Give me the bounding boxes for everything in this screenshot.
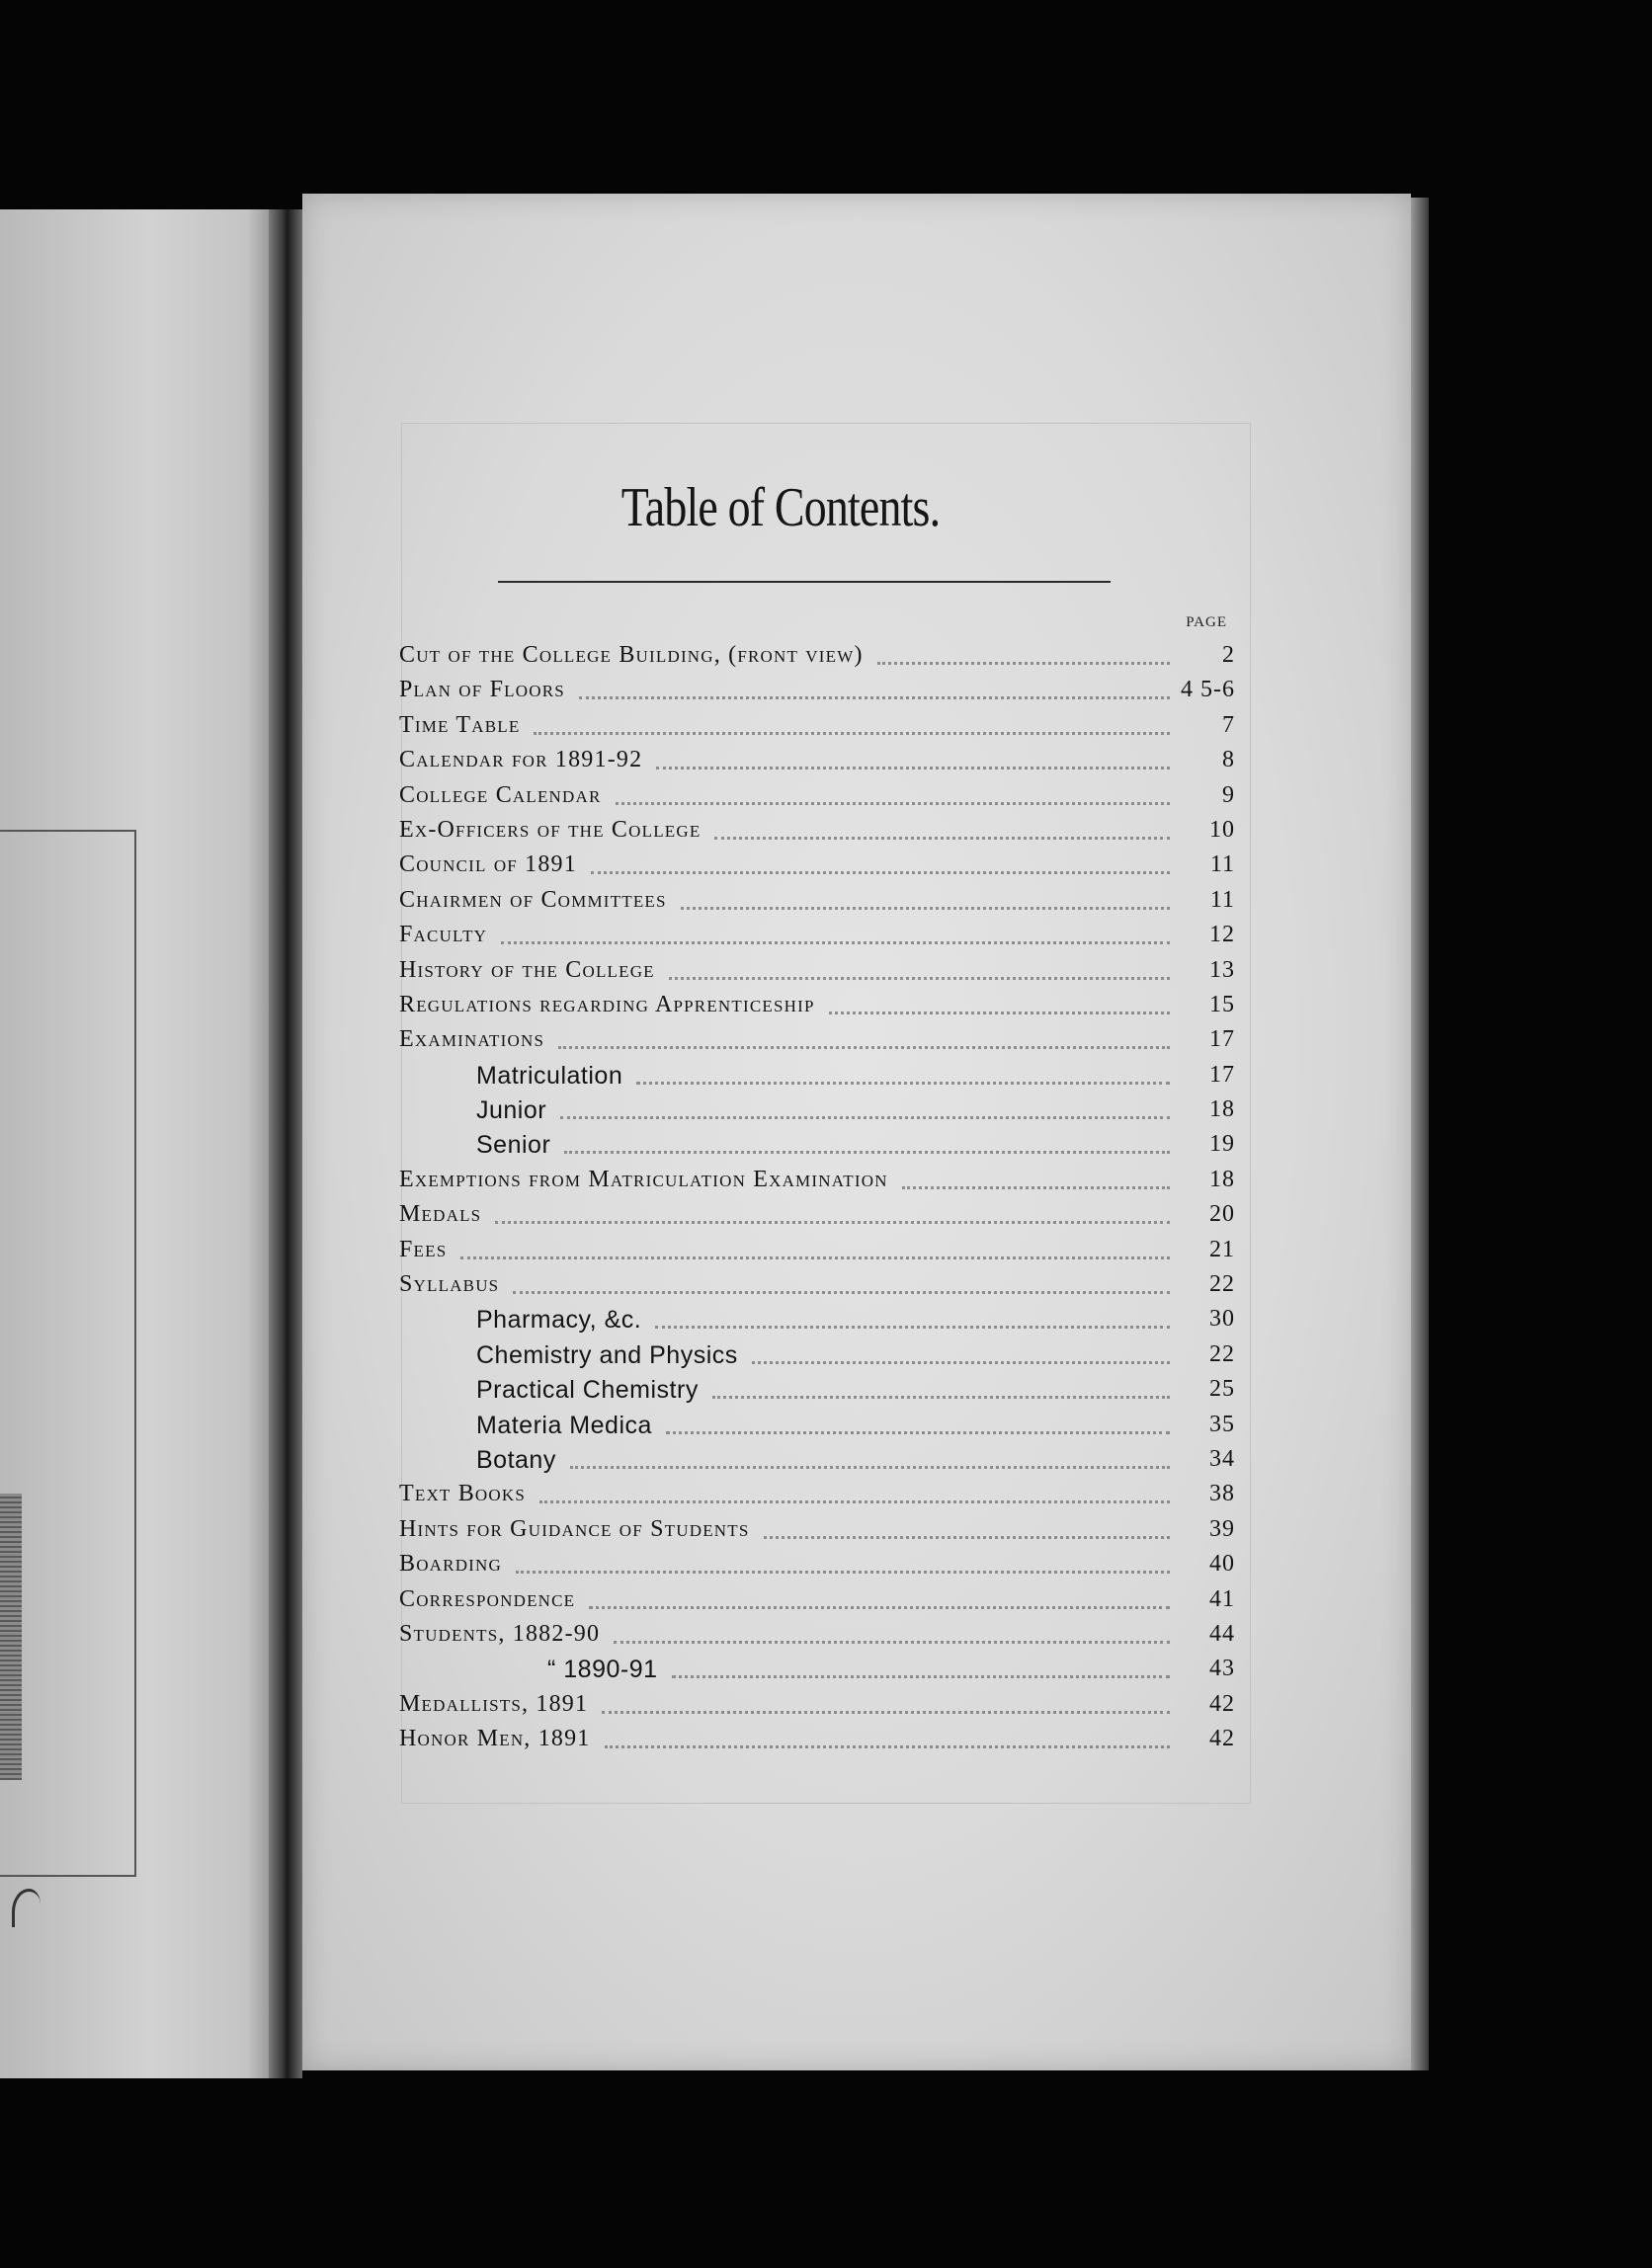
toc-dot-leader: [495, 1221, 1170, 1224]
toc-dot-leader: [602, 1711, 1170, 1714]
toc-entry-label: Examinations: [399, 1026, 545, 1053]
toc-entry-label: Hints for Guidance of Students: [399, 1515, 750, 1542]
toc-entry-label: Calendar for 1891-92: [399, 747, 643, 773]
toc-dot-leader: [460, 1256, 1170, 1259]
toc-entry-page-number: 15: [1209, 991, 1235, 1017]
toc-entry: [399, 1410, 1235, 1444]
title-rule: [498, 581, 1111, 583]
toc-entry: [399, 1584, 1235, 1619]
toc-entry-page-number: 43: [1209, 1656, 1235, 1682]
toc-dot-leader: [829, 1012, 1170, 1014]
toc-entry: [399, 955, 1235, 990]
toc-entry-page-number: 18: [1209, 1166, 1235, 1192]
toc-entry-label: Plan of Floors: [399, 677, 565, 703]
toc-entry: [399, 1024, 1235, 1059]
toc-dot-leader: [516, 1571, 1170, 1574]
toc-dot-leader: [513, 1291, 1170, 1294]
toc-dot-leader: [877, 662, 1170, 665]
toc-entry-label: Text Books: [399, 1481, 526, 1507]
toc-entry-label: Honor Men, 1891: [399, 1726, 591, 1752]
toc-entry-page-number: 22: [1209, 1271, 1235, 1298]
toc-entry-page-number: 39: [1209, 1515, 1235, 1542]
table-of-contents: [399, 640, 1235, 1759]
toc-entry: [399, 745, 1235, 779]
toc-entry-page-number: 10: [1209, 816, 1235, 843]
left-page-ink-mark: [12, 1889, 41, 1927]
toc-entry-page-number: 40: [1209, 1551, 1235, 1578]
toc-entry-page-number: 41: [1209, 1585, 1235, 1612]
toc-entry: [399, 920, 1235, 954]
toc-entry-page-number: 25: [1209, 1376, 1235, 1403]
book-gutter: [269, 209, 302, 2078]
toc-entry-label: Junior: [476, 1096, 547, 1125]
toc-entry-page-number: 12: [1209, 922, 1235, 948]
toc-entry-label: “ 1890-91: [547, 1656, 658, 1684]
page-title: Table of Contents.: [620, 477, 941, 538]
toc-entry-label: Cut of the College Building, (front view): [399, 642, 864, 668]
toc-dot-leader: [605, 1745, 1170, 1748]
toc-entry-page-number: 34: [1209, 1445, 1235, 1472]
toc-entry: [399, 1549, 1235, 1583]
toc-entry-label: College Calendar: [399, 781, 602, 808]
toc-dot-leader: [672, 1675, 1170, 1678]
toc-dot-leader: [666, 1431, 1170, 1434]
toc-dot-leader: [714, 837, 1170, 840]
toc-dot-leader: [656, 767, 1170, 770]
toc-entry: [399, 850, 1235, 884]
toc-dot-leader: [539, 1500, 1170, 1503]
toc-entry: [399, 885, 1235, 920]
toc-entry-page-number: 20: [1209, 1201, 1235, 1228]
toc-entry: [399, 1165, 1235, 1199]
toc-dot-leader: [902, 1186, 1170, 1189]
toc-entry: [399, 1269, 1235, 1304]
toc-entry-page-number: 21: [1209, 1236, 1235, 1262]
toc-entry: [399, 1304, 1235, 1338]
toc-entry: [399, 1619, 1235, 1654]
toc-entry: [399, 1654, 1235, 1688]
toc-dot-leader: [669, 977, 1170, 980]
toc-dot-leader: [614, 1641, 1170, 1644]
left-facing-page: [0, 209, 269, 2078]
toc-entry: [399, 1199, 1235, 1234]
toc-dot-leader: [616, 802, 1170, 805]
toc-entry: [399, 1129, 1235, 1164]
toc-dot-leader: [560, 1116, 1170, 1119]
toc-entry: [399, 675, 1235, 709]
toc-entry: [399, 710, 1235, 745]
toc-dot-leader: [564, 1151, 1170, 1154]
toc-entry-label: Medals: [399, 1201, 482, 1228]
toc-entry: [399, 1339, 1235, 1374]
toc-entry: [399, 780, 1235, 815]
toc-entry-page-number: 44: [1209, 1620, 1235, 1647]
toc-entry-page-number: 18: [1209, 1096, 1235, 1123]
toc-entry: [399, 1094, 1235, 1129]
toc-dot-leader: [752, 1361, 1170, 1364]
toc-entry-label: Council of 1891: [399, 851, 577, 878]
toc-entry-label: Matriculation: [476, 1061, 623, 1090]
toc-entry-label: Students, 1882-90: [399, 1620, 601, 1647]
toc-dot-leader: [591, 871, 1170, 874]
toc-dot-leader: [501, 941, 1170, 944]
toc-entry-page-number: 17: [1209, 1026, 1235, 1053]
toc-entry-label: Time Table: [399, 711, 521, 738]
toc-entry-label: Syllabus: [399, 1271, 500, 1298]
toc-entry-label: Chemistry and Physics: [476, 1340, 738, 1369]
toc-dot-leader: [681, 907, 1170, 910]
toc-entry-page-number: 22: [1209, 1340, 1235, 1367]
toc-dot-leader: [589, 1606, 1170, 1609]
right-page-edge: [1411, 198, 1429, 2070]
toc-dot-leader: [534, 732, 1170, 735]
toc-entry: [399, 1374, 1235, 1409]
toc-entry-label: Chairmen of Committees: [399, 886, 667, 913]
toc-entry-label: Fees: [399, 1236, 448, 1262]
toc-entry-page-number: 8: [1222, 747, 1235, 773]
toc-entry-label: Correspondence: [399, 1585, 576, 1612]
page-column-header: PAGE: [1186, 614, 1227, 630]
toc-entry-label: Exemptions from Matriculation Examination: [399, 1166, 888, 1192]
toc-entry: [399, 1235, 1235, 1269]
toc-entry: [399, 1514, 1235, 1549]
toc-entry-label: Medallists, 1891: [399, 1690, 589, 1717]
toc-entry-page-number: 42: [1209, 1690, 1235, 1717]
toc-entry-label: Faculty: [399, 922, 488, 948]
toc-entry: [399, 1689, 1235, 1724]
toc-entry: [399, 1060, 1235, 1094]
toc-entry-page-number: 2: [1222, 642, 1235, 668]
toc-entry-label: Senior: [476, 1131, 551, 1160]
toc-entry: [399, 1479, 1235, 1513]
toc-entry-page-number: 7: [1222, 711, 1235, 738]
toc-entry-page-number: 13: [1209, 956, 1235, 983]
toc-dot-leader: [636, 1082, 1170, 1085]
toc-entry-label: Pharmacy, &c.: [476, 1306, 642, 1335]
toc-entry-label: Ex-Officers of the College: [399, 816, 702, 843]
toc-entry-page-number: 11: [1209, 886, 1235, 913]
toc-entry-label: History of the College: [399, 956, 655, 983]
toc-entry: [399, 1724, 1235, 1758]
toc-entry-label: Boarding: [399, 1551, 502, 1578]
toc-dot-leader: [558, 1046, 1170, 1049]
toc-entry: [399, 640, 1235, 675]
toc-entry-page-number: 38: [1209, 1481, 1235, 1507]
left-page-engraving-fragment: [0, 1494, 22, 1780]
toc-dot-leader: [764, 1536, 1170, 1539]
toc-entry-page-number: 19: [1209, 1131, 1235, 1158]
toc-entry-page-number: 42: [1209, 1726, 1235, 1752]
toc-entry-page-number: 30: [1209, 1306, 1235, 1333]
toc-entry: [399, 990, 1235, 1024]
toc-dot-leader: [570, 1466, 1170, 1469]
toc-dot-leader: [579, 696, 1170, 699]
toc-entry-page-number: 9: [1222, 781, 1235, 808]
toc-entry: [399, 1444, 1235, 1479]
toc-entry-page-number: 4 5-6: [1181, 677, 1235, 703]
toc-dot-leader: [712, 1396, 1170, 1399]
toc-entry-label: Botany: [476, 1445, 556, 1474]
toc-entry-label: Practical Chemistry: [476, 1376, 699, 1405]
toc-dot-leader: [655, 1326, 1170, 1329]
toc-entry-label: Materia Medica: [476, 1411, 652, 1439]
toc-entry-page-number: 35: [1209, 1411, 1235, 1437]
toc-entry-page-number: 17: [1209, 1061, 1235, 1088]
toc-entry: [399, 815, 1235, 850]
toc-entry-page-number: 11: [1209, 851, 1235, 878]
toc-entry-label: Regulations regarding Apprenticeship: [399, 991, 815, 1017]
